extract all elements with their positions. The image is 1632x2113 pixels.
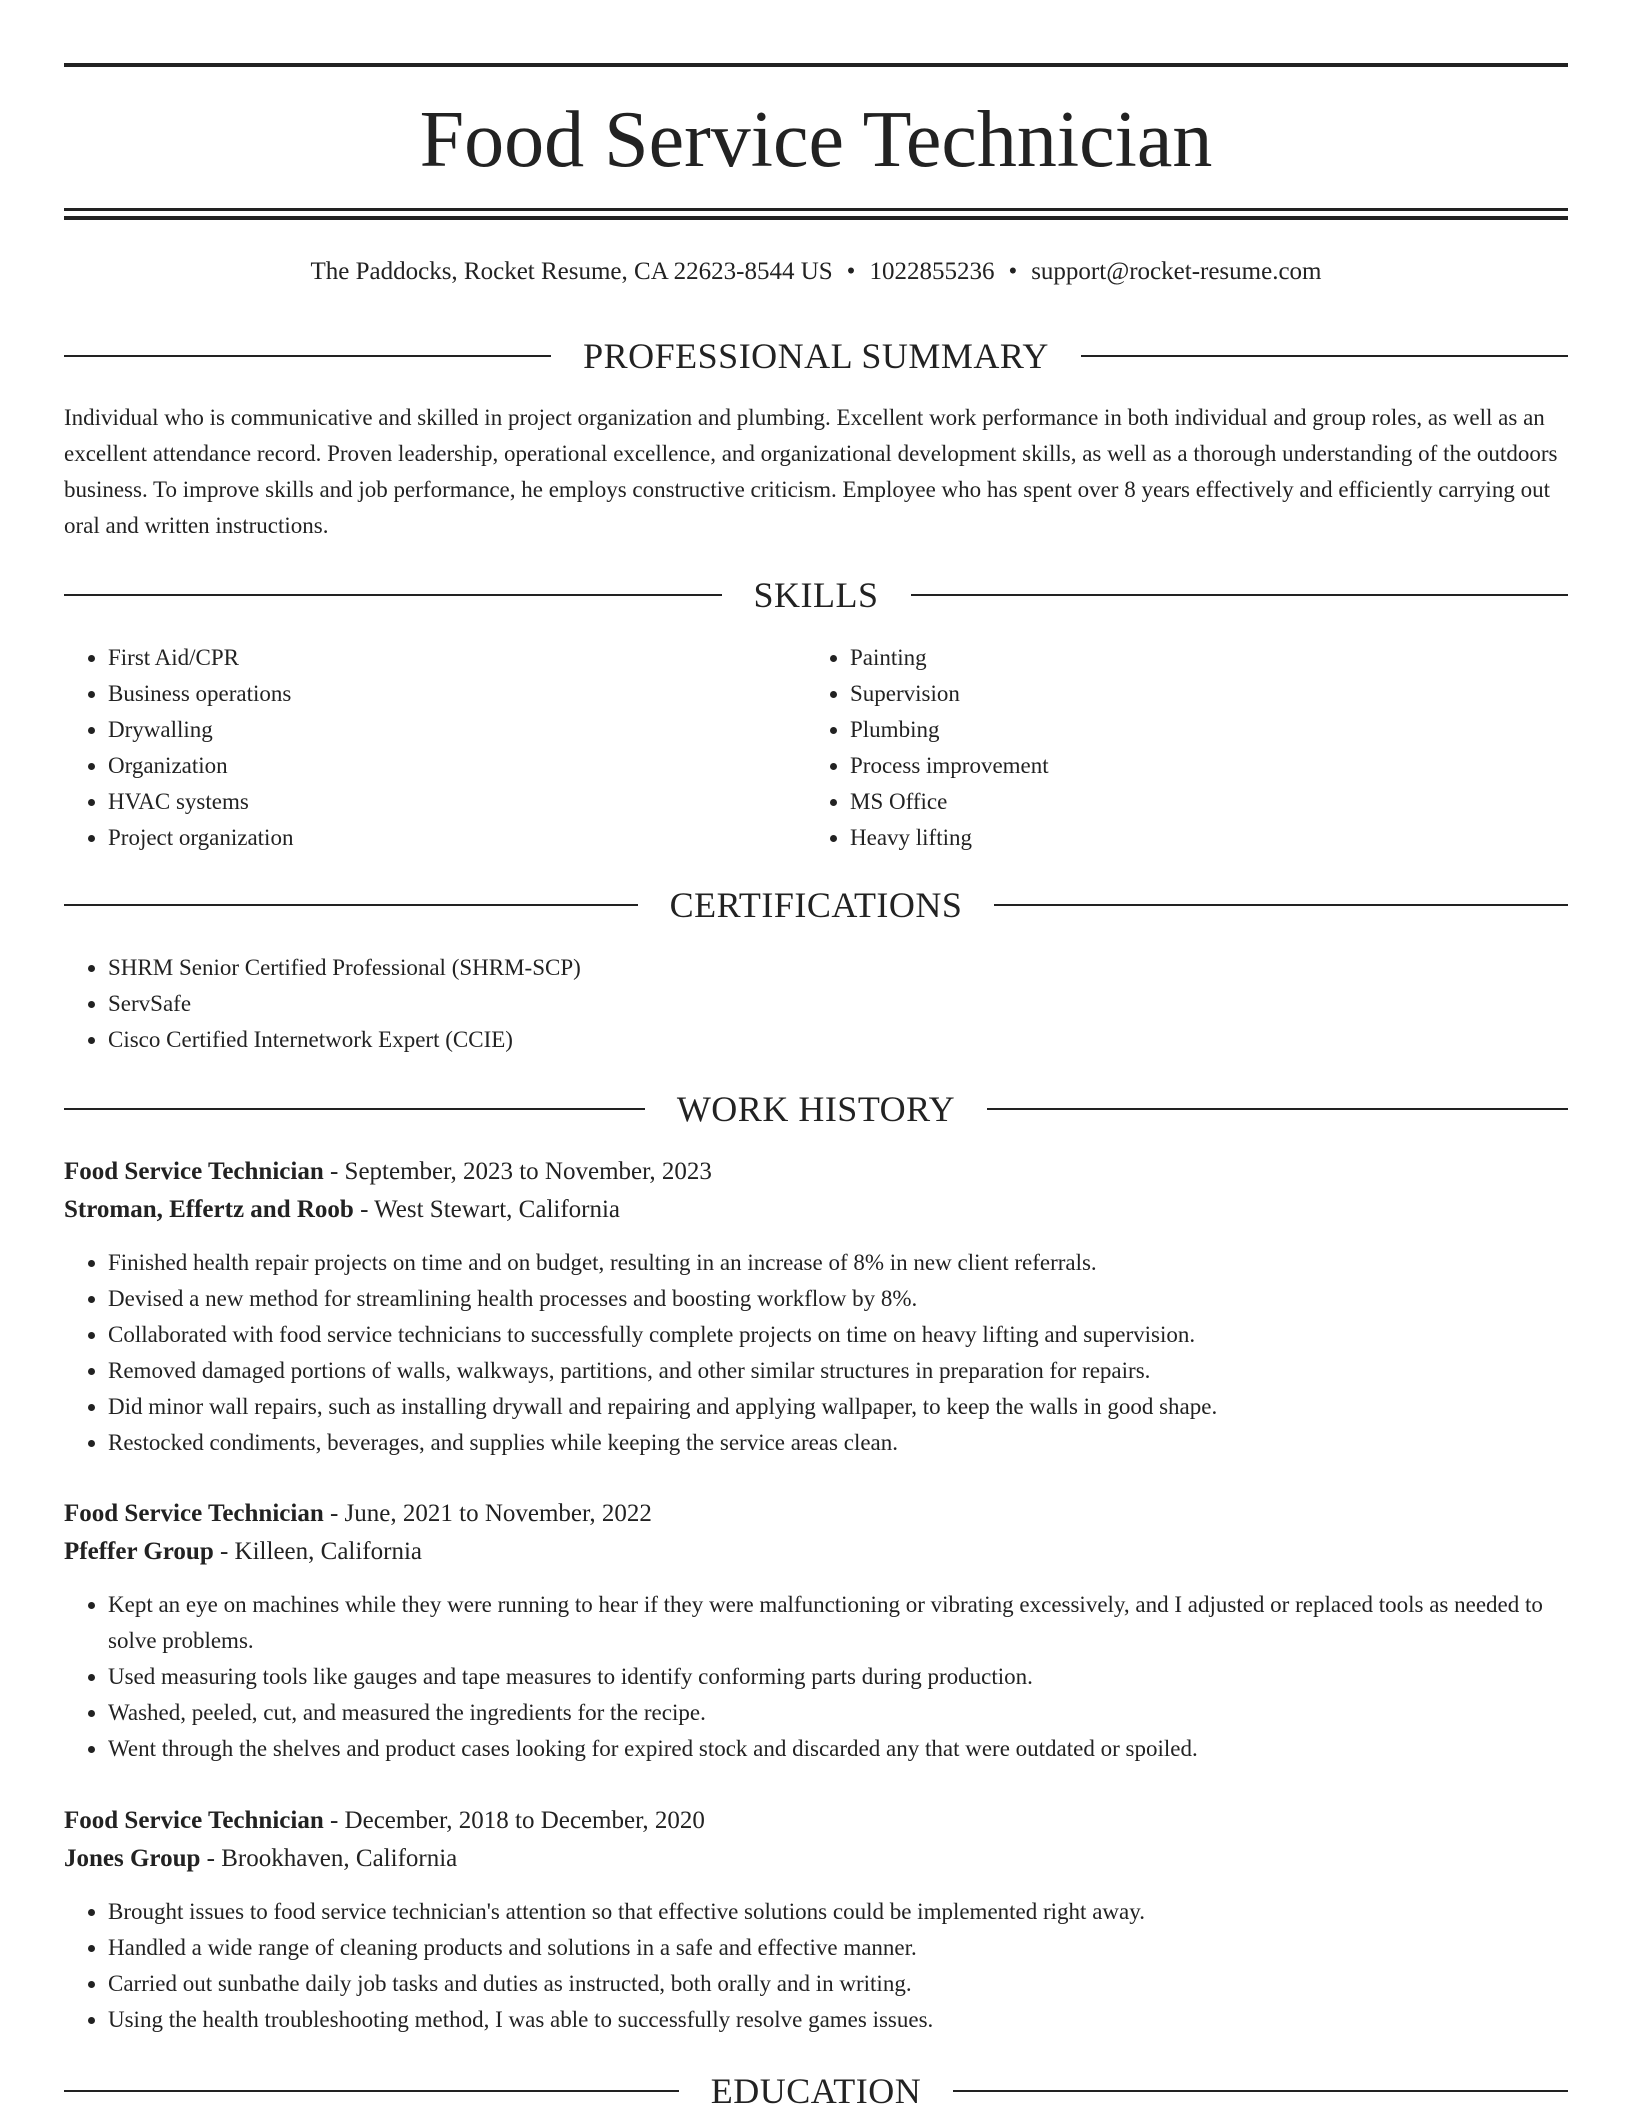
heading-rule-right <box>911 594 1569 596</box>
contact-address: The Paddocks, Rocket Resume, CA 22623-8544 US <box>310 258 833 285</box>
skills-heading-title: SKILLS <box>753 575 879 615</box>
job-entry <box>64 1802 1568 2038</box>
contact-phone: 1022855236 <box>869 258 995 285</box>
job-bullet: • Handled a wide range of cleaning products and solutions in a safe and effective manner. <box>108 1930 1568 1966</box>
contact-email: support@rocket-resume.com <box>1031 258 1322 285</box>
job-bullet: • Collaborated with food service technicians to successfully complete projects on time on heavy lifting and supervision. <box>108 1317 1568 1353</box>
job-bullet: • Brought issues to food service technician's attention so that effective solutions could be implemented right away. <box>108 1894 1568 1930</box>
job-location: - Brookhaven, California <box>200 1845 458 1872</box>
job-bullet: • Went through the shelves and product cases looking for expired stock and discarded any that were outdated or spoiled. <box>108 1731 1568 1767</box>
skill-item: • MS Office <box>850 784 1548 820</box>
job-bullet: • Removed damaged portions of walls, walkways, partitions, and other similar structures in preparation for repairs. <box>108 1353 1568 1389</box>
job-bullet: • Devised a new method for streamlining health processes and boosting workflow by 8%. <box>108 1281 1568 1317</box>
certifications-list <box>64 950 1568 1058</box>
job-entry <box>64 1153 1568 1461</box>
job-bullet: • Washed, peeled, cut, and measured the ingredients for the recipe. <box>108 1695 1568 1731</box>
education-heading <box>64 2069 1568 2113</box>
work-history-heading <box>64 1087 1568 1131</box>
certification-item: • Cisco Certified Internetwork Expert (CCIE) <box>108 1022 1568 1058</box>
skill-item: • Organization <box>108 748 806 784</box>
summary-text: Individual who is communicative and skilled in project organization and plumbing. Excellent work performance in both individual and group roles, as well as an excellent attendance record. Proven leadership, operational excellence, and organizational development skills, as well as a thorough understanding of the outdoors business. To improve skills and job performance, he employs constructive criticism. Employee who has spent over 8 years effectively and efficiently carrying out oral and written instructions. <box>64 405 1558 538</box>
contact-separator: • <box>846 258 856 285</box>
top-rule <box>64 63 1568 67</box>
heading-rule-left <box>64 594 722 596</box>
education-heading-title: EDUCATION <box>710 2071 922 2111</box>
job-bullet: • Restocked condiments, beverages, and supplies while keeping the service areas clean. <box>108 1425 1568 1461</box>
job-company: Jones Group <box>64 1845 201 1872</box>
skill-item: • Process improvement <box>850 748 1548 784</box>
job-bullets <box>64 1894 1568 2038</box>
job-bullet: • Carried out sunbathe daily job tasks and duties as instructed, both orally and in writing. <box>108 1966 1568 2002</box>
job-bullet: • Did minor wall repairs, such as installing drywall and repairing and applying wallpaper, to keep the walls in good shape. <box>108 1389 1568 1425</box>
contact-line <box>64 256 1568 288</box>
job-entry <box>64 1495 1568 1767</box>
job-company: Pfeffer Group <box>64 1538 214 1565</box>
skill-item: • Plumbing <box>850 712 1548 748</box>
job-dates: - September, 2023 to November, 2023 <box>323 1158 712 1185</box>
job-location: - West Stewart, California <box>353 1196 621 1223</box>
heading-rule-left <box>64 2090 679 2092</box>
certification-item: • ServSafe <box>108 986 1568 1022</box>
heading-rule-left <box>64 1108 645 1110</box>
skills-column-right <box>806 640 1548 856</box>
job-company-line <box>64 1533 1568 1571</box>
job-title: Food Service Technician <box>64 1158 324 1185</box>
work-history-heading-title: WORK HISTORY <box>676 1089 956 1129</box>
heading-rule-right <box>953 2090 1568 2092</box>
job-dates: - December, 2018 to December, 2020 <box>323 1807 705 1834</box>
job-bullets <box>64 1587 1568 1767</box>
skills-list <box>64 640 1568 856</box>
skill-item: • HVAC systems <box>108 784 806 820</box>
skills-column-left <box>64 640 806 856</box>
resume-name: Food Service Technician <box>419 96 1213 184</box>
heading-rule-right <box>987 1108 1568 1110</box>
name-rule-lower <box>64 216 1568 220</box>
certifications-heading-title: CERTIFICATIONS <box>669 885 963 925</box>
job-title: Food Service Technician <box>64 1500 324 1527</box>
job-bullets <box>64 1245 1568 1461</box>
job-company-line <box>64 1840 1568 1878</box>
job-title-line <box>64 1153 1568 1191</box>
name-rule-upper <box>64 208 1568 211</box>
contact-separator: • <box>1008 258 1018 285</box>
skill-item: • Drywalling <box>108 712 806 748</box>
job-location: - Killeen, California <box>213 1538 422 1565</box>
skill-item: • Business operations <box>108 676 806 712</box>
job-dates: - June, 2021 to November, 2022 <box>323 1500 652 1527</box>
job-bullet: • Used measuring tools like gauges and tape measures to identify conforming parts during production. <box>108 1659 1568 1695</box>
heading-rule-right <box>1081 355 1568 357</box>
heading-rule-right <box>994 904 1568 906</box>
skill-item: • First Aid/CPR <box>108 640 806 676</box>
skill-item: • Painting <box>850 640 1548 676</box>
skill-item: • Project organization <box>108 820 806 856</box>
heading-rule-left <box>64 355 551 357</box>
summary-heading <box>64 334 1568 378</box>
skill-item: • Supervision <box>850 676 1548 712</box>
job-title: Food Service Technician <box>64 1807 324 1834</box>
job-title-line <box>64 1495 1568 1533</box>
certification-item: • SHRM Senior Certified Professional (SHRM-SCP) <box>108 950 1568 986</box>
job-company: Stroman, Effertz and Roob <box>64 1196 354 1223</box>
job-company-line <box>64 1191 1568 1229</box>
heading-rule-left <box>64 904 638 906</box>
job-bullet: • Kept an eye on machines while they were running to hear if they were malfunctioning or vibrating excessively, and I adjusted or replaced tools as needed to solve problems. <box>108 1587 1568 1659</box>
certifications-heading <box>64 883 1568 927</box>
job-bullet: • Finished health repair projects on time and on budget, resulting in an increase of 8% in new client referrals. <box>108 1245 1568 1281</box>
skill-item: • Heavy lifting <box>850 820 1548 856</box>
skills-heading <box>64 573 1568 617</box>
job-title-line <box>64 1802 1568 1840</box>
job-bullet: • Using the health troubleshooting method, I was able to successfully resolve games issues. <box>108 2002 1568 2038</box>
summary-heading-title: PROFESSIONAL SUMMARY <box>583 336 1049 376</box>
